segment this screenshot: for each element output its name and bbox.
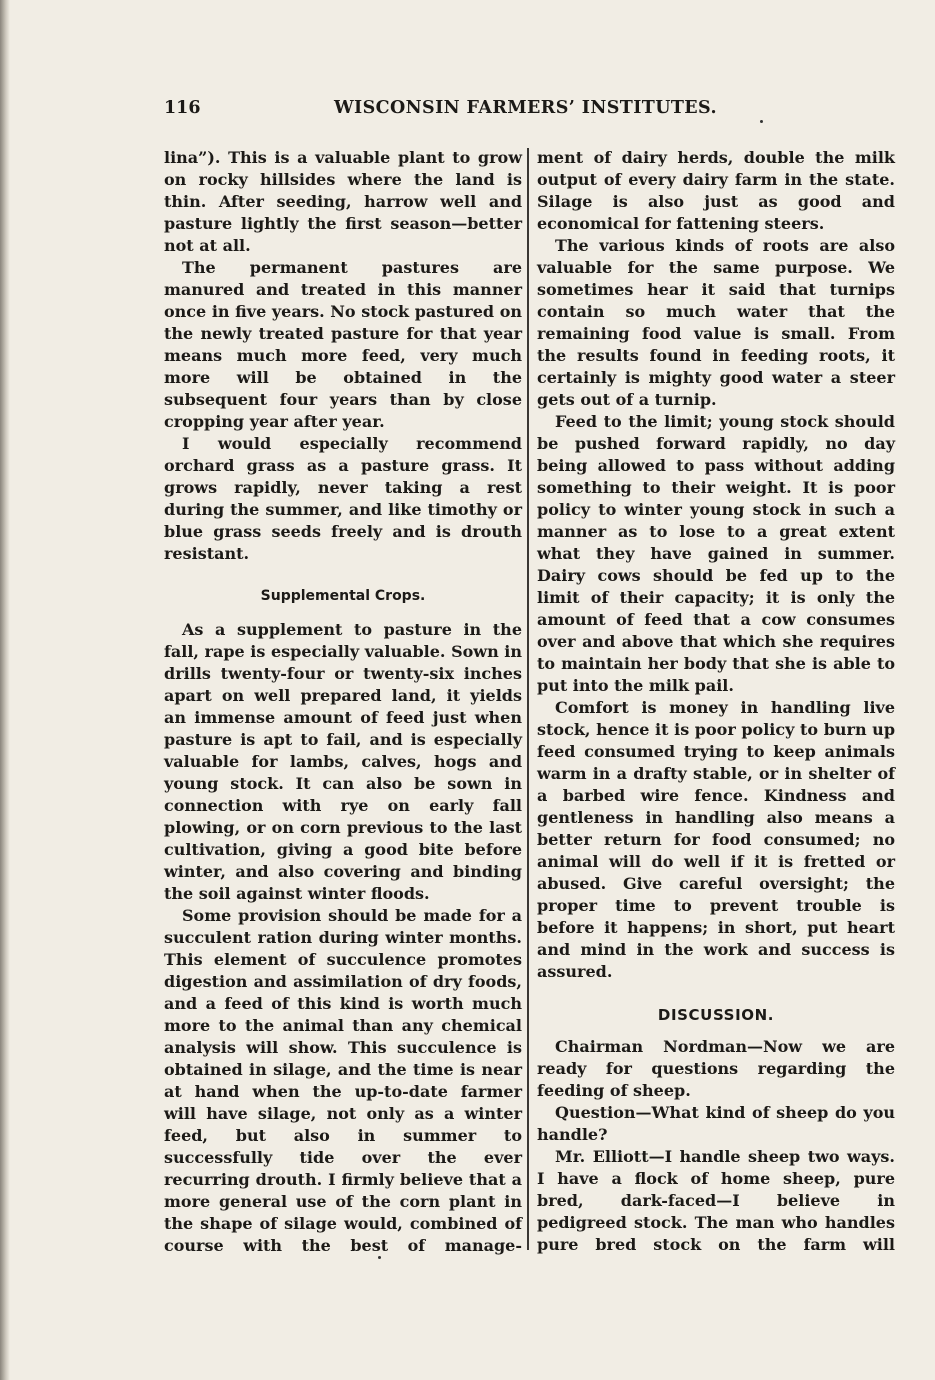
- paragraph: I would especially recommend orchard grass as a pasture grass. It grows rapidly, never taking a rest during the summer, and like timothy or blue grass seeds freely and is drouth resistant.: [164, 434, 522, 563]
- paragraph: Mr. Elliott—I handle sheep two ways. I have a flock of home sheep, pure bred, dark-faced—I believe in pedigreed stock. The man who handles pure bred stock on the farm will: [537, 1147, 895, 1254]
- left-column: [164, 147, 522, 1257]
- page-number: 116: [164, 98, 201, 118]
- paragraph: Some provision should be made for a succulent ration during winter months. This element of succulence promotes digestion and assimilation of dry foods, and a feed of this kind is worth much more to the animal than any chemical analysis will show. This succulence is obtained in silage, and the time is near at hand when the up-to-date farmer will have silage, not only as a winter feed, but also in summer to successfully tide over the ever recurring drouth. I firmly believe that a more general use of the corn plant in the shape of silage would, combined of course with the best of manage-: [164, 906, 522, 1255]
- section-heading: Supplemental Crops.: [260, 588, 426, 604]
- paragraph: Chairman Nordman—Now we are ready for questions regarding the feeding of sheep.: [537, 1037, 895, 1100]
- paragraph: The permanent pastures are manured and treated in this manner once in five years. No stock pastured on the newly treated pasture for that year means much more feed, very much more will be obtained in the subsequent four years than by close cropping year after year.: [164, 258, 522, 431]
- section-heading: DISCUSSION.: [657, 1006, 775, 1024]
- paragraph: The various kinds of roots are also valuable for the same purpose. We sometimes hear it said that turnips contain so much water that the remaining food value is small. From the results found in feeding roots, it certainly is mighty good water a steer gets out of a turnip.: [537, 236, 895, 409]
- paragraph: As a supplement to pasture in the fall, rape is especially valuable. Sown in drills twenty-four or twenty-six inches apart on well prepared land, it yields an immense amount of feed just when pasture is apt to fail, and is especially valuable for lambs, calves, hogs and young stock. It can also be sown in connection with rye on early fall plowing, or on corn previous to the last cultivation, giving a good bite before winter, and also covering and binding the soil against winter floods.: [164, 620, 522, 903]
- paragraph: Question—What kind of sheep do you handle?: [537, 1103, 895, 1144]
- column-rule: [527, 148, 529, 1250]
- book-spine-shadow: [0, 0, 10, 1380]
- print-speck: [760, 120, 763, 123]
- running-title: WISCONSIN FARMERS’ INSTITUTES.: [334, 98, 717, 118]
- paragraph: lina”). This is a valuable plant to grow on rocky hillsides where the land is thin. After seeding, harrow well and pasture lightly the first season—better not at all.: [164, 148, 522, 255]
- paragraph: Feed to the limit; young stock should be pushed forward rapidly, no day being allowed to pass without adding something to their weight. It is poor policy to winter young stock in such a manner as to lose to a great extent what they have gained in summer. Dairy cows should be fed up to the limit of their capacity; it is only the amount of feed that a cow consumes over and above that which she requires to maintain her body that she is able to put into the milk pail.: [537, 412, 895, 695]
- paragraph: Comfort is money in handling live stock, hence it is poor policy to burn up feed consumed trying to keep animals warm in a drafty stable, or in shelter of a barbed wire fence. Kindness and gentleness in handling also means a better return for food consumed; no animal will do well if it is fretted or abused. Give careful oversight; the proper time to prevent trouble is before it happens; in short, put heart and mind in the work and success is assured.: [537, 698, 895, 981]
- page-header: [164, 98, 744, 124]
- right-column: [537, 147, 895, 1256]
- paragraph: ment of dairy herds, double the milk output of every dairy farm in the state. Silage is also just as good and economical for fattening steers.: [537, 148, 895, 233]
